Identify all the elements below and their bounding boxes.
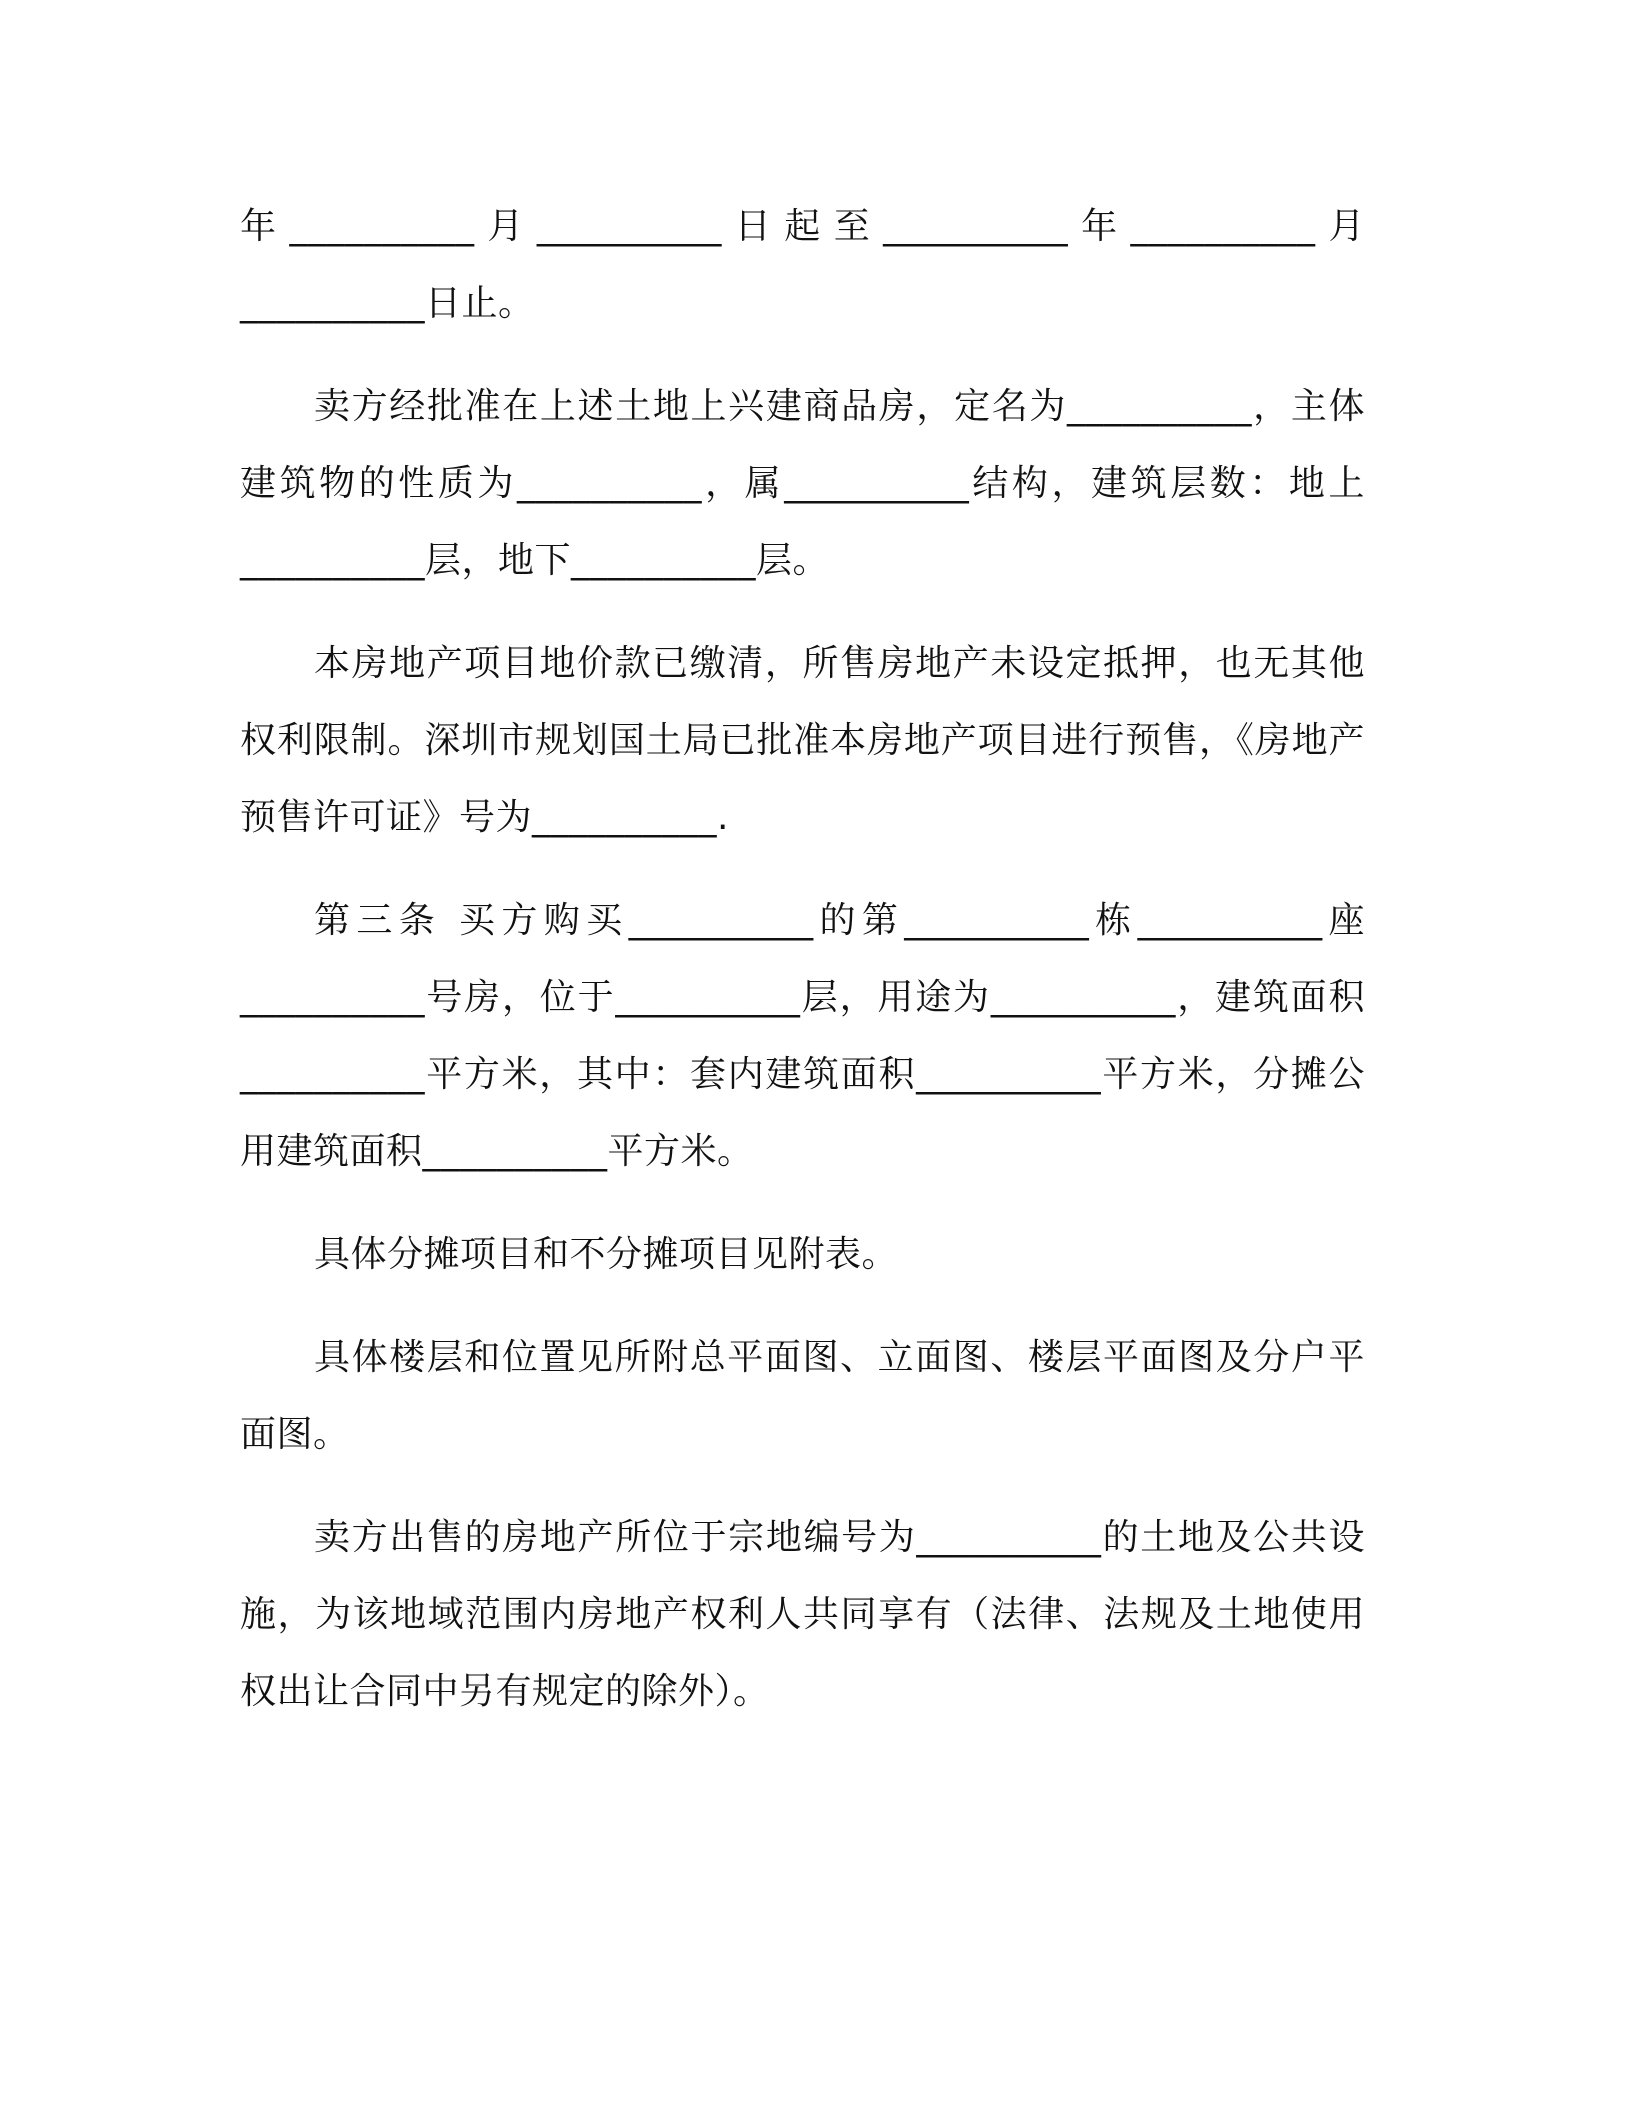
paragraph-floor-plans: 具体楼层和位置见所附总平面图、立面图、楼层平面图及分户平面图。 <box>240 1337 1365 1455</box>
paragraph-shared-items: 具体分摊项目和不分摊项目见附表。 <box>314 1234 899 1275</box>
paragraph-public-facilities: 卖方出售的房地产所位于宗地编号为__________的土地及公共设施，为该地域范围内房地产权利人共同享有（法律、法规及土地使用权出让合同中另有规定的除外）。 <box>240 1517 1365 1712</box>
paragraph-term-dates: 年__________月__________日起至__________年__________月__________日止。 <box>240 206 1365 324</box>
paragraph-building-info: 卖方经批准在上述土地上兴建商品房，定名为__________，主体建筑物的性质为__________，属__________结构，建筑层数：地上__________层，地下__________层。 <box>240 386 1365 581</box>
paragraph-land-price-presale: 本房地产项目地价款已缴清，所售房地产未设定抵押，也无其他权利限制。深圳市规划国土局已批准本房地产项目进行预售，《房地产预售许可证》号为__________. <box>240 643 1365 838</box>
document-body <box>240 188 1365 1756</box>
paragraph-article-3-purchase: 第三条 买方购买__________的第__________栋__________座__________号房，位于__________层，用途为__________，建筑面积__________平方米，其中：套内建筑面积__________平方米，分摊公用建筑面积__________平方米。 <box>240 900 1365 1172</box>
